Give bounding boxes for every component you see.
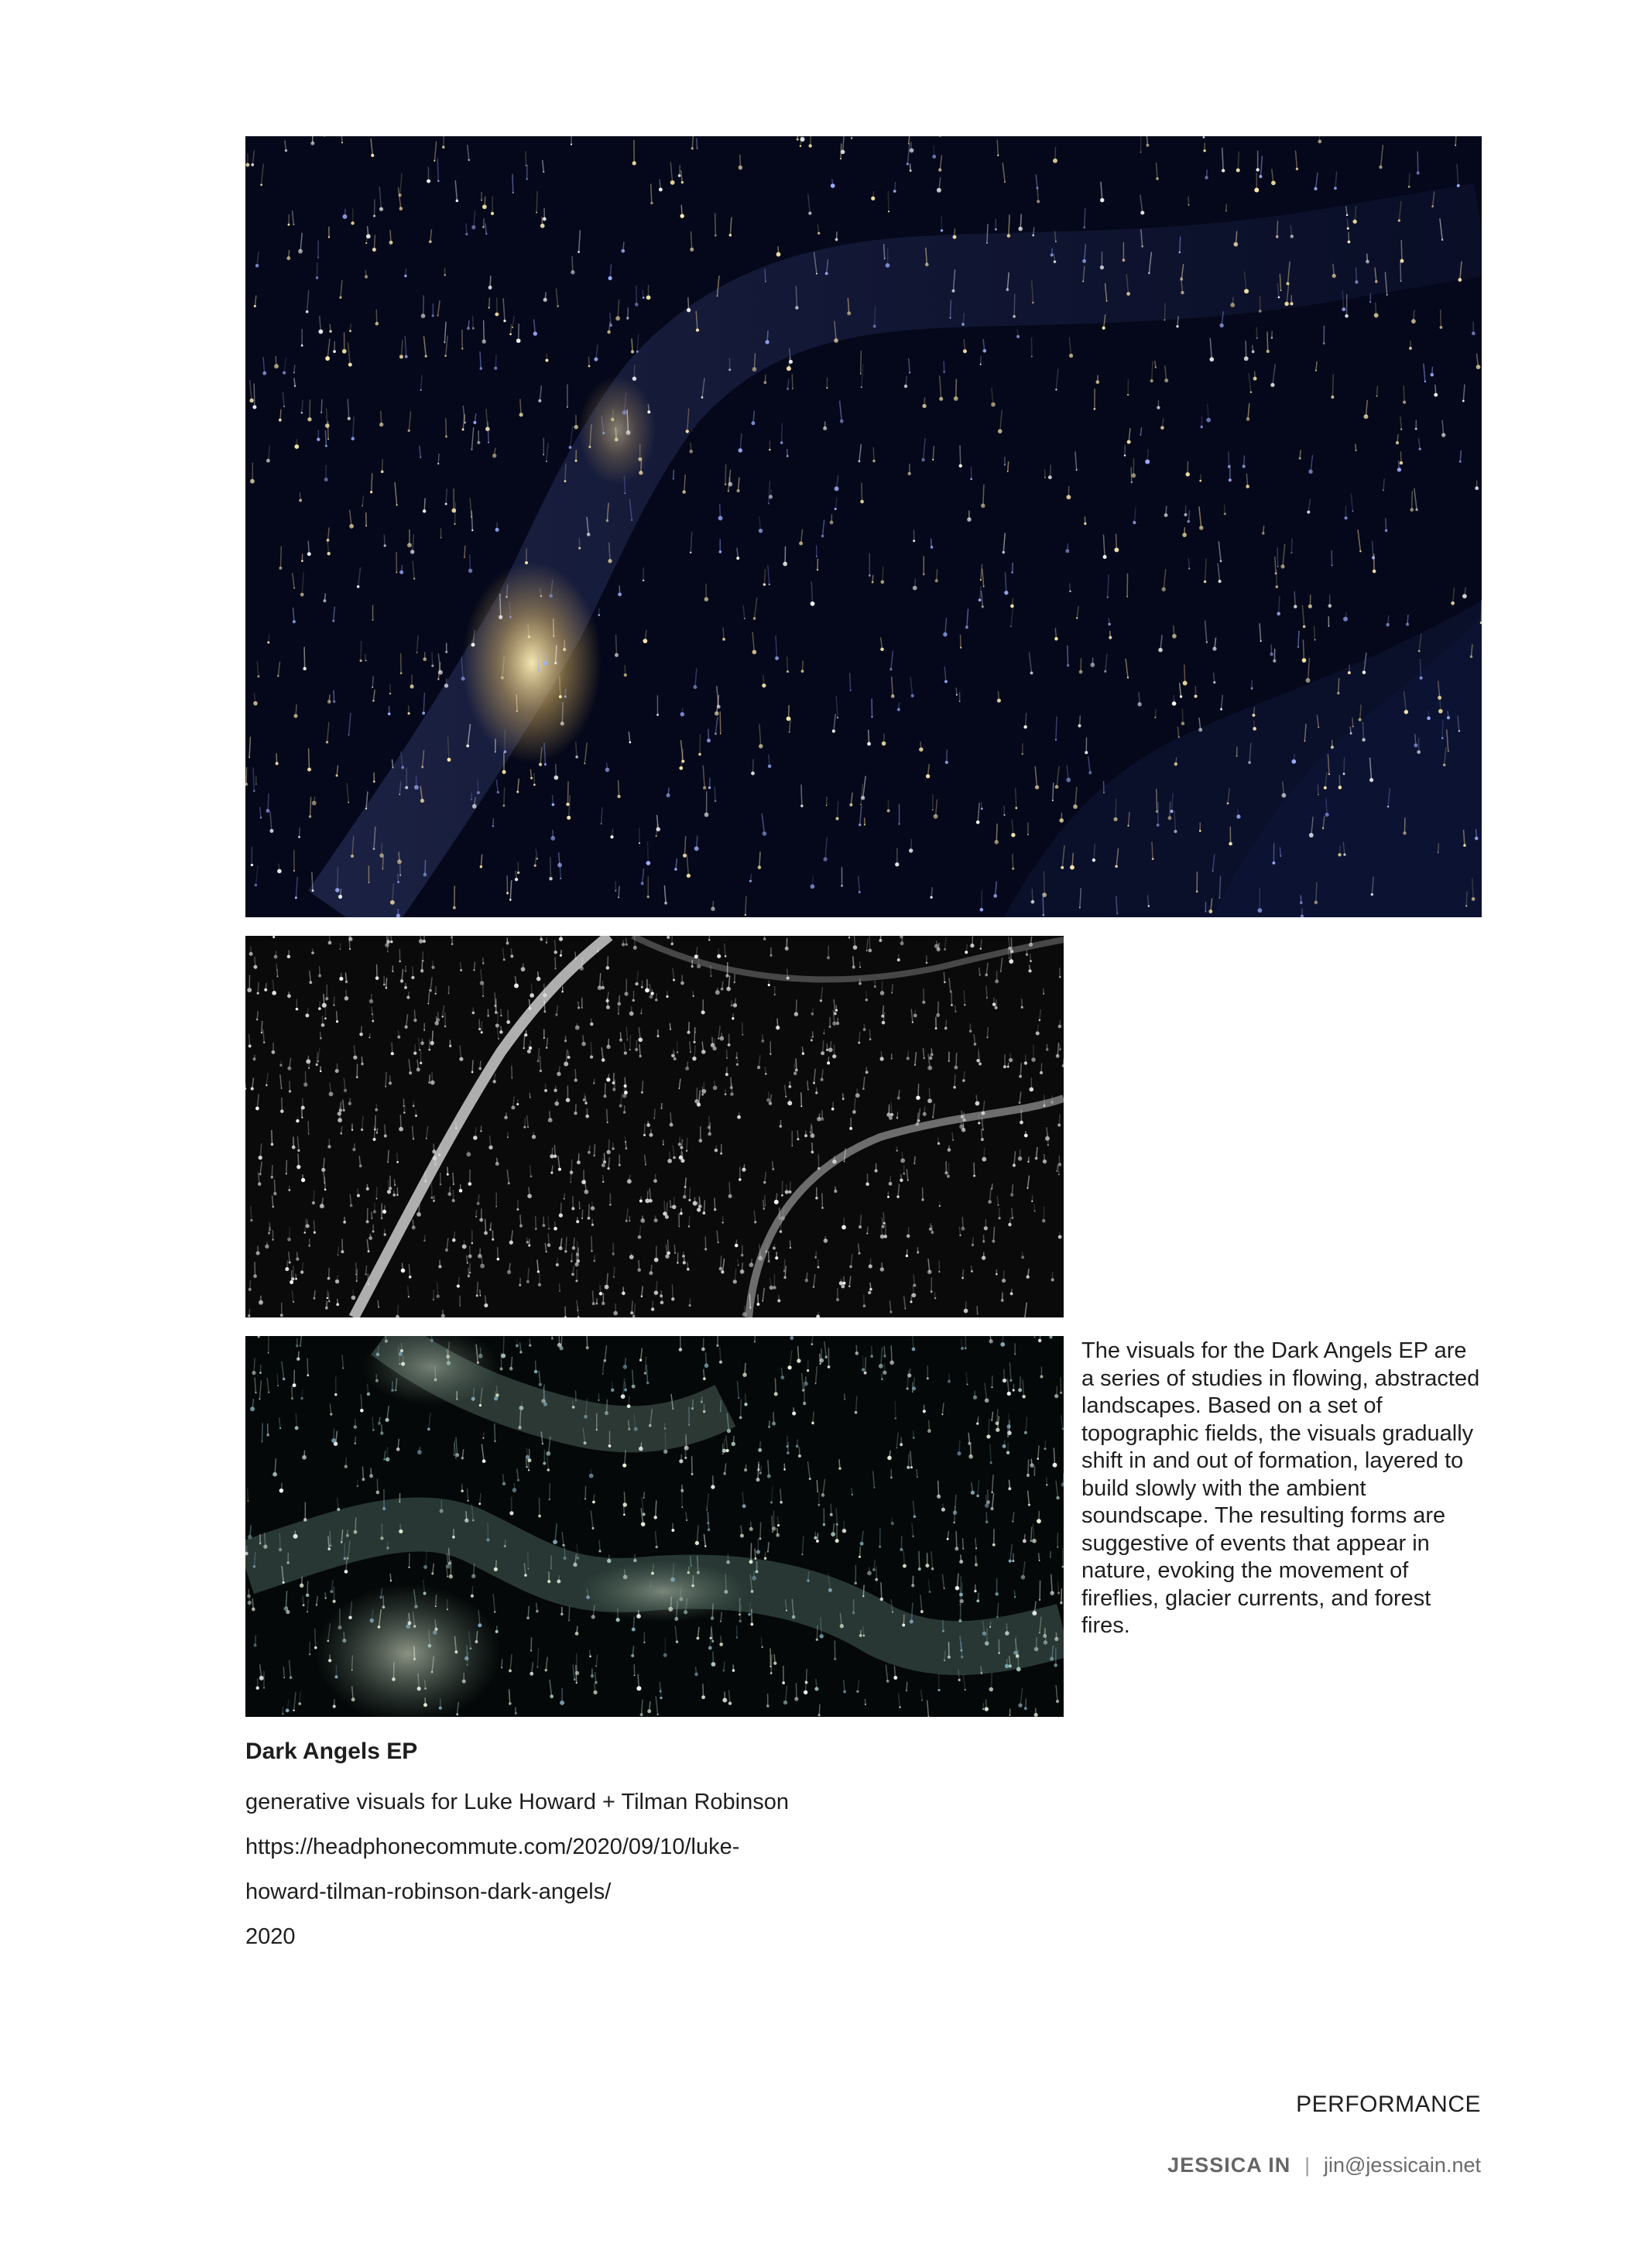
project-url-line-2[interactable]: howard-tilman-robinson-dark-angels/: [245, 1879, 612, 1904]
project-year: 2020: [245, 1924, 296, 1949]
page-footer: [1167, 2153, 1481, 2177]
project-url-line-1[interactable]: https://headphonecommute.com/2020/09/10/luke-: [245, 1835, 740, 1859]
author-name: JESSICA IN: [1167, 2153, 1291, 2177]
author-email[interactable]: jin@jessicain.net: [1323, 2153, 1481, 2177]
artwork-image-top: [245, 136, 1482, 917]
artwork-image-bottom: [245, 1336, 1064, 1717]
section-label: PERFORMANCE: [1296, 2092, 1481, 2117]
artwork-image-middle: [245, 936, 1064, 1317]
project-description: The visuals for the Dark Angels EP are a series of studies in flowing, abstracted landscapes. Based on a set of topographic fields, the visuals gradually shift in and out of formation, layered to build slowly with the ambient soundscape. The resulting forms are suggestive of events that appear in nature, evoking the movement of fireflies, glacier currents, and forest fires.: [1081, 1338, 1480, 1638]
project-title: Dark Angels EP: [245, 1739, 418, 1764]
project-subtitle: generative visuals for Luke Howard + Tilman Robinson: [245, 1790, 790, 1814]
footer-separator: |: [1304, 2153, 1310, 2177]
project-caption: [245, 1736, 880, 1959]
